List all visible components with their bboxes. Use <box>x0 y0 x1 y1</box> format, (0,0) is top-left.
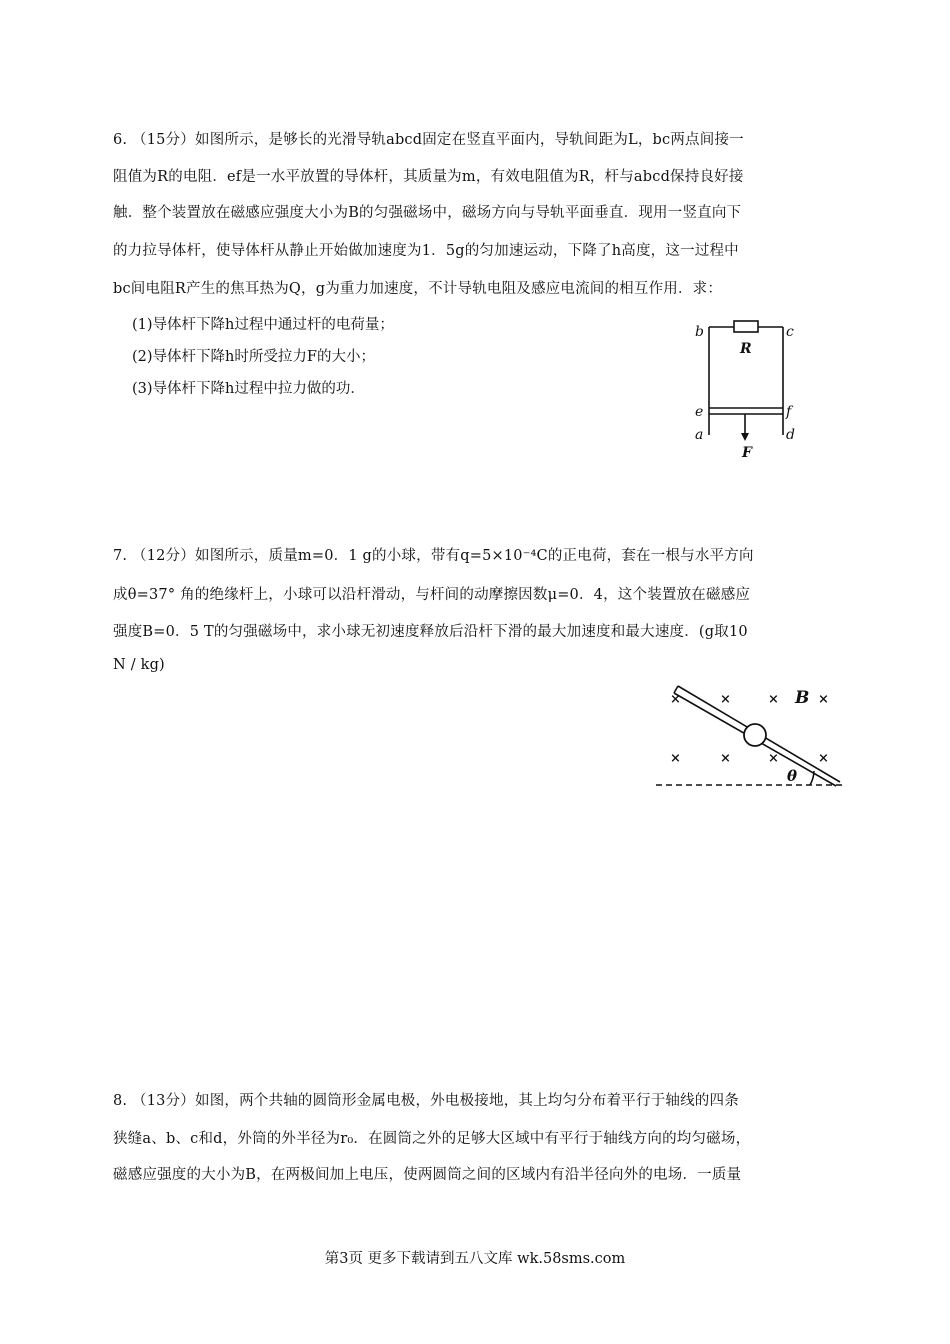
field-cross: × <box>720 751 731 766</box>
label-f: f <box>786 404 792 420</box>
label-c: c <box>786 324 794 340</box>
q6-part-2: (2)导体杆下降h时所受拉力F的大小； <box>132 349 375 365</box>
field-cross: × <box>670 692 681 707</box>
field-cross: × <box>768 692 779 707</box>
q6-part-1: (1)导体杆下降h过程中通过杆的电荷量； <box>132 317 394 333</box>
label-e: e <box>695 404 704 420</box>
q6-line-4: 的力拉导体杆，使导体杆从静止开始做加速度为1．5g的匀加速运动，下降了h高度，这一过程中 <box>113 243 739 259</box>
q6-line-5: bc间电阻R产生的焦耳热为Q，g为重力加速度，不计导轨电阻及感应电流间的相互作用．求： <box>113 281 723 297</box>
field-cross: × <box>818 751 829 766</box>
q6-line-2: 阻值为R的电阻．ef是一水平放置的导体杆，其质量为m，有效电阻值为R，杆与abcd保持良好接 <box>113 169 744 185</box>
field-cross: × <box>818 692 829 707</box>
q7-line-2: 成θ=37° 角的绝缘杆上，小球可以沿杆滑动，与杆间的动摩擦因数μ=0．4，这个装置放在磁感应 <box>113 587 751 603</box>
q8-line-1: 8. （13分）如图，两个共轴的圆筒形金属电极，外电极接地，其上均匀分布着平行于轴线的四条 <box>113 1093 739 1109</box>
label-R: R <box>740 341 752 357</box>
field-cross: × <box>720 692 731 707</box>
q6-line-3: 触．整个装置放在磁感应强度大小为B的匀强磁场中，磁场方向与导轨平面垂直．现用一竖直向下 <box>113 205 742 221</box>
label-d: d <box>786 427 795 443</box>
q7-line-3: 强度B=0．5 T的匀强磁场中，求小球无初速度释放后沿杆下滑的最大加速度和最大速度．(g取10 <box>113 624 748 640</box>
q8-line-3: 磁感应强度的大小为B，在两极间加上电压，使两圆筒之间的区域内有沿半径向外的电场．一质量 <box>113 1167 742 1183</box>
label-a: a <box>695 427 704 443</box>
page-footer: 第3页 更多下载请到五八文库 wk.58sms.com <box>324 1251 626 1267</box>
q7-line-4: N / kg) <box>113 657 165 673</box>
field-cross: × <box>768 751 779 766</box>
q6-rail-circuit-figure <box>690 315 810 465</box>
label-B: B <box>795 688 810 708</box>
q8-line-2: 狭缝a、b、c和d，外筒的外半径为r₀．在圆筒之外的足够大区域中有平行于轴线方向的均匀磁场， <box>113 1131 751 1147</box>
label-b: b <box>695 324 704 340</box>
field-cross: × <box>670 751 681 766</box>
label-theta: θ <box>787 767 798 785</box>
q6-line-1: 6. （15分）如图所示，是够长的光滑导轨abcd固定在竖直平面内，导轨间距为L，bc两点间接一 <box>113 132 744 148</box>
q6-part-3: (3)导体杆下降h过程中拉力做的功． <box>132 381 365 397</box>
label-F: F <box>742 445 752 461</box>
q7-inclined-rod-figure <box>650 680 850 795</box>
q7-line-1: 7. （12分）如图所示，质量m=0．1 g的小球，带有q=5×10⁻⁴C的正电荷，套在一根与水平方向 <box>113 548 754 564</box>
